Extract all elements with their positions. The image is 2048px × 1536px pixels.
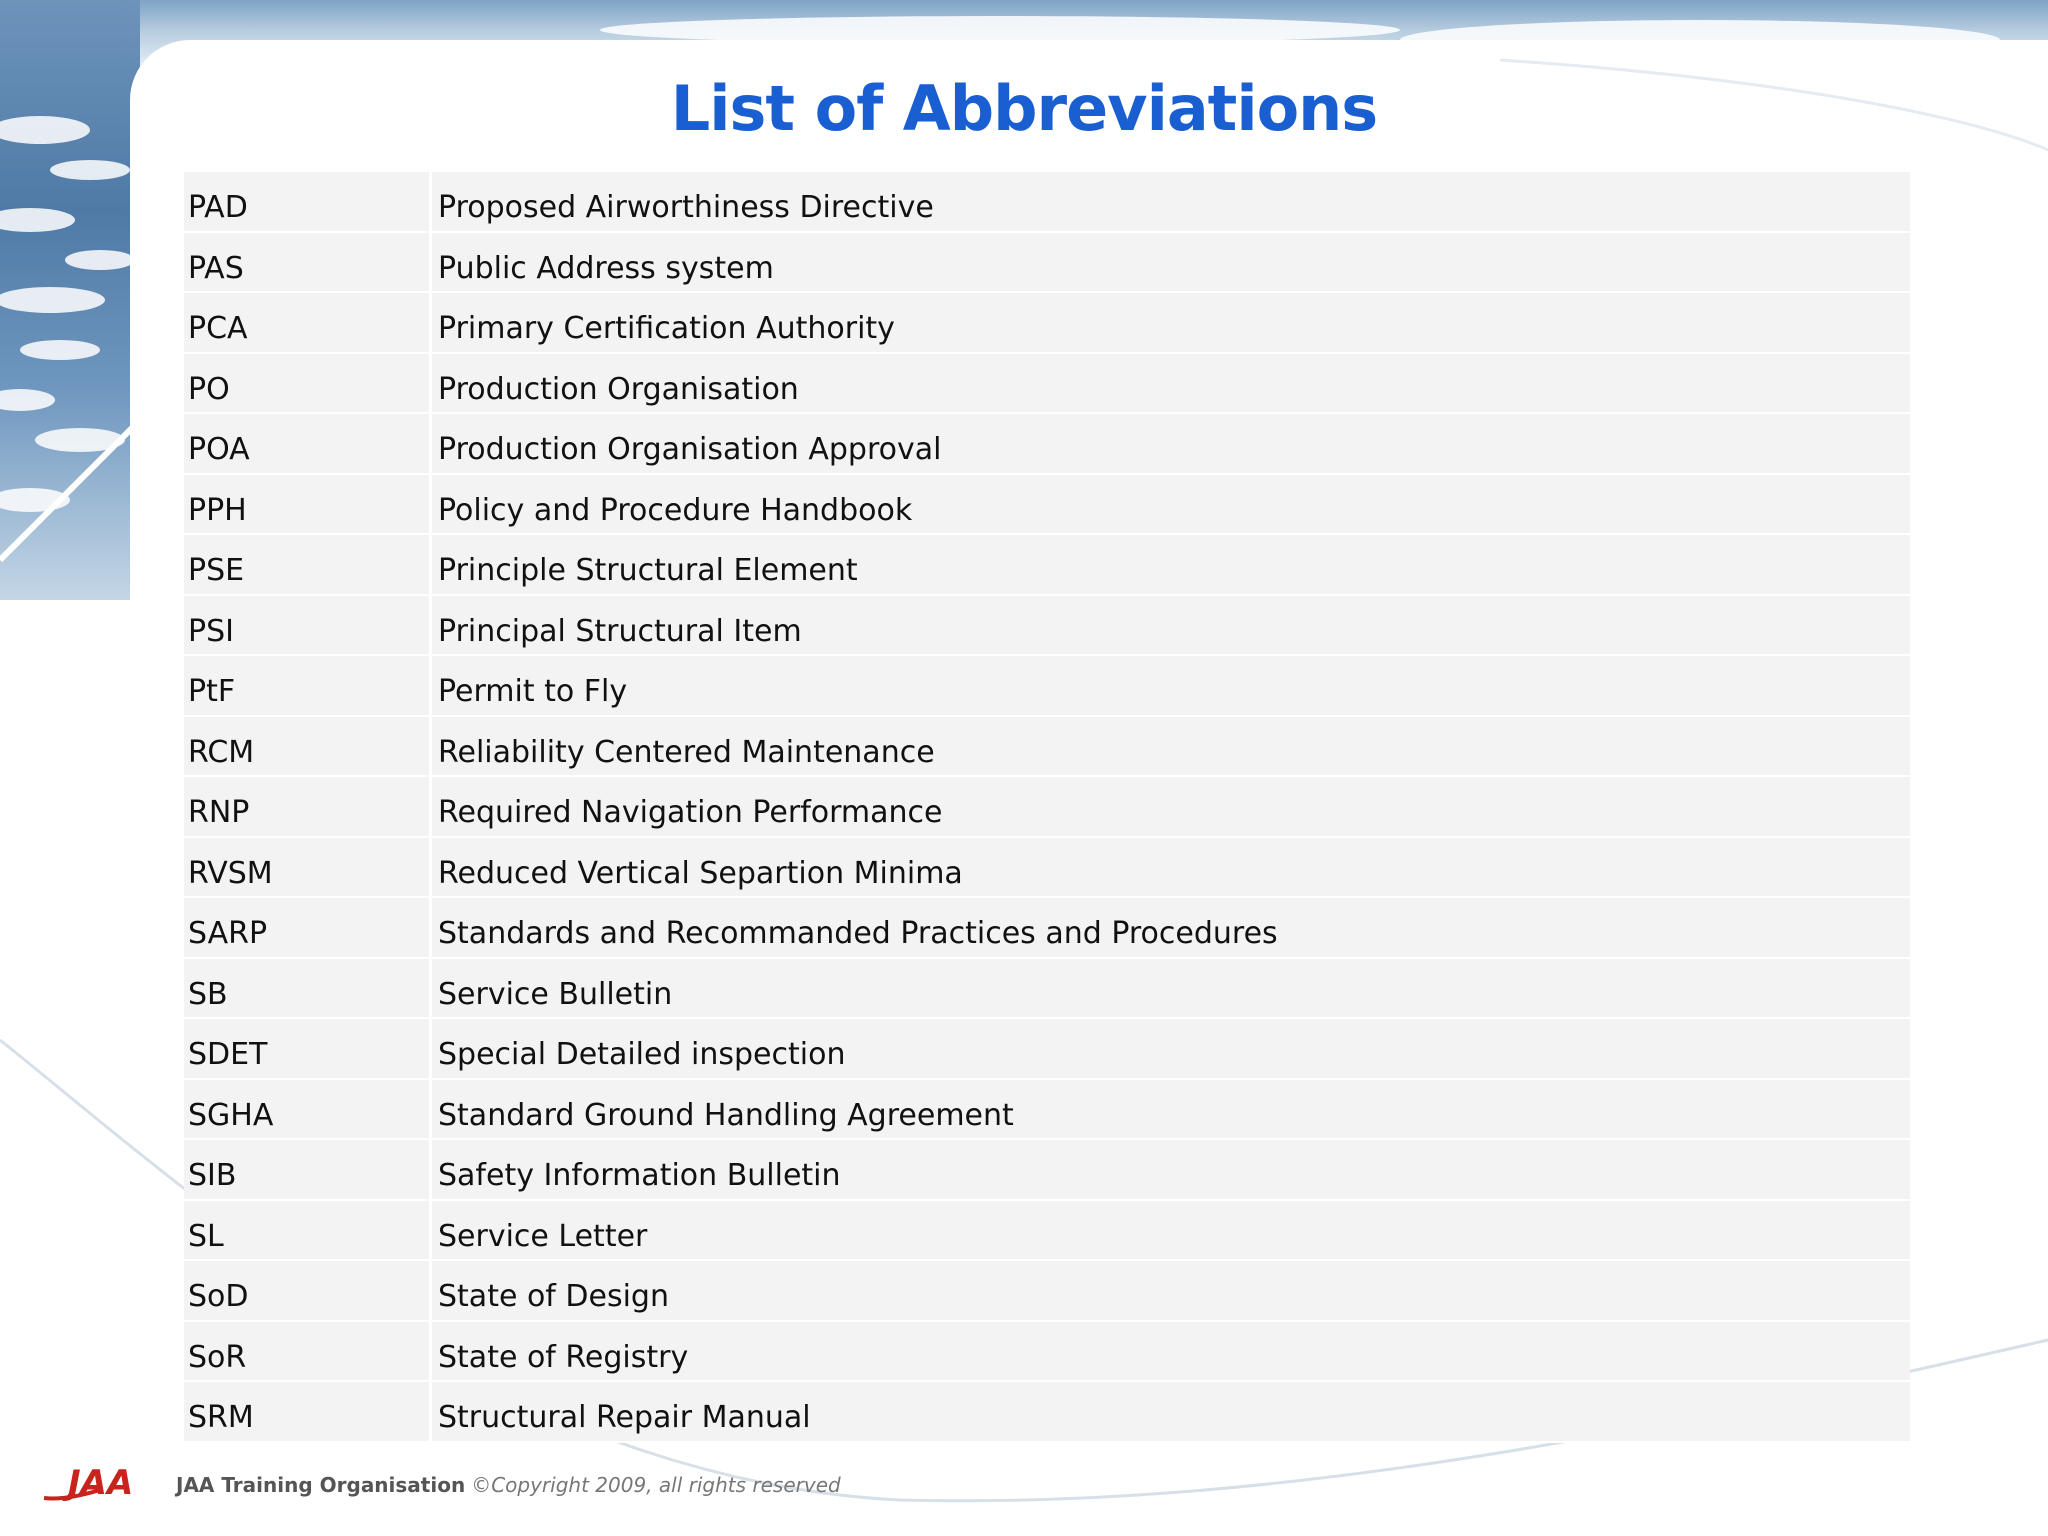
abbreviation-cell: RNP [184,777,432,836]
definition-cell: Reliability Centered Maintenance [438,734,935,770]
table-row [184,1201,1910,1262]
abbreviation-cell: PSI [184,596,432,655]
definition-cell: Production Organisation Approval [438,432,942,467]
abbreviation-cell: SRM [184,1382,432,1441]
table-row [184,414,1910,475]
definition-cell: Principle Structural Element [438,553,858,588]
table-row [184,656,1910,717]
footer [40,1460,841,1510]
abbreviation-cell: PtF [184,656,432,715]
abbreviations-table [184,172,1910,1443]
definition-cell: Permit to Fly [438,674,628,709]
footer-organisation: JAA Training Organisation [176,1473,466,1497]
table-row [184,717,1910,778]
abbreviation-cell: SoD [184,1261,432,1320]
abbreviation-cell: PCA [184,293,432,352]
abbreviation-cell: SGHA [184,1080,432,1139]
footer-copyright: ©Copyright 2009, all rights reserved [471,1473,841,1497]
definition-cell: Special Detailed inspection [438,1037,846,1072]
definition-cell: Primary Certification Authority [438,311,895,346]
abbreviation-cell: POA [184,414,432,473]
table-row [184,475,1910,536]
abbreviation-cell: SIB [184,1140,432,1199]
table-row [184,838,1910,899]
table-row [184,293,1910,354]
abbreviation-cell: PAS [184,233,432,292]
definition-cell: Reduced Vertical Separtion Minima [438,855,963,891]
logo-text: JAA [68,1463,134,1503]
table-row [184,596,1910,657]
table-row [184,1382,1910,1443]
definition-cell: Policy and Procedure Handbook [438,492,913,528]
table-row [184,233,1910,294]
table-row [184,354,1910,415]
table-row [184,172,1910,233]
table-row [184,898,1910,959]
definition-cell: State of Design [438,1279,669,1314]
definition-cell: Standard Ground Handling Agreement [438,1097,1014,1133]
definition-cell: Proposed Airworthiness Directive [438,190,934,225]
definition-cell: State of Registry [438,1339,689,1375]
definition-cell: Safety Information Bulletin [438,1158,841,1193]
definition-cell: Structural Repair Manual [438,1400,811,1435]
table-row [184,959,1910,1020]
definition-cell: Service Bulletin [438,976,673,1012]
abbreviation-cell: SARP [184,898,432,957]
definition-cell: Service Letter [438,1218,648,1254]
table-row [184,535,1910,596]
abbreviation-cell: PPH [184,475,432,534]
abbreviation-cell: PO [184,354,432,413]
abbreviation-cell: SL [184,1201,432,1260]
table-row [184,1322,1910,1383]
definition-cell: Principal Structural Item [438,613,802,649]
page-title: List of Abbreviations [670,72,1378,145]
table-row [184,1140,1910,1201]
table-row [184,1261,1910,1322]
abbreviation-cell: RCM [184,717,432,776]
definition-cell: Standards and Recommanded Practices and Procedures [438,916,1278,951]
jaa-logo [40,1460,170,1510]
abbreviation-cell: SB [184,959,432,1018]
definition-cell: Public Address system [438,250,774,286]
abbreviation-cell: PSE [184,535,432,594]
table-row [184,1080,1910,1141]
definition-cell: Required Navigation Performance [438,795,943,830]
definition-cell: Production Organisation [438,371,799,407]
table-row [184,777,1910,838]
abbreviation-cell: RVSM [184,838,432,897]
abbreviation-cell: SoR [184,1322,432,1381]
abbreviation-cell: SDET [184,1019,432,1078]
abbreviation-cell: PAD [184,172,432,231]
table-row [184,1019,1910,1080]
